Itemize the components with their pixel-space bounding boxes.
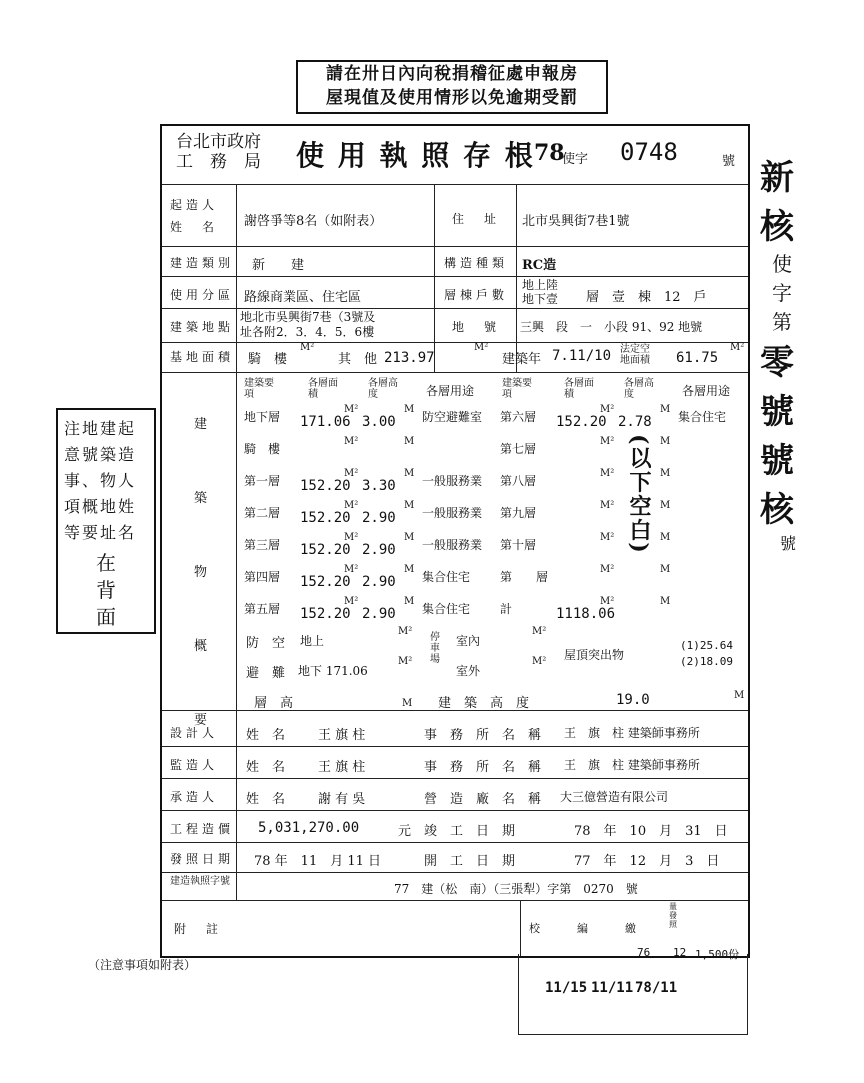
left-floor-height-unit: M — [404, 500, 415, 511]
side-note-line6: 在 — [96, 551, 116, 575]
designer-office-label: 事 務 所 名 稱 — [424, 728, 542, 743]
left-floor-height: 2.90 — [362, 606, 396, 622]
right-floor-height-unit: M — [660, 596, 671, 607]
tax-notice-line2: 屋現值及使用情形以免逾期受罰 — [326, 88, 578, 108]
lot-label: 地 號 — [452, 320, 501, 334]
building-char-1: 建 — [194, 417, 208, 432]
supervisor-name-label: 姓 名 — [246, 760, 286, 775]
start-value: 77 年 12 月 3 日 — [574, 854, 720, 869]
side-note-line8: 面 — [96, 605, 116, 629]
site-value2: 各附2．3．4．5．6樓 — [252, 325, 375, 339]
supervisor-label: 監造人 — [170, 758, 219, 772]
attached-label: 騎 樓 — [248, 352, 288, 367]
stamp-col2: 編 — [577, 922, 588, 935]
stamp-col1: 校 — [529, 922, 540, 935]
left-floor-area-unit: M² — [344, 468, 359, 479]
floors-above: 地上陸 — [522, 278, 559, 292]
left-floor-height-unit: M — [404, 532, 415, 543]
left-floor-height-unit: M — [404, 404, 415, 415]
civil-defense-label: 防 空 — [246, 636, 286, 651]
designer-name-label: 姓 名 — [246, 728, 286, 743]
agency-line1: 台北市政府 — [176, 132, 261, 152]
left-floor-height: 2.90 — [362, 574, 396, 590]
left-floor-area: 152.20 — [300, 510, 351, 526]
civil-below: 地下 171.06 — [298, 664, 368, 678]
permit-value: 77 建（松 南）（三張犁）字第 0270 號 — [394, 882, 638, 896]
owner-label: 起造人姓 名 — [170, 198, 219, 234]
other-value: 213.97 — [384, 350, 435, 366]
col-height-left: 各層高度 — [368, 378, 398, 400]
permit-year: 78 — [534, 140, 565, 166]
stamp-date1: 11/15 — [545, 980, 588, 996]
lot-value: 三興 段 一 小段 91、92 地號 — [520, 320, 703, 334]
address-value: 北市吳興街7巷1號 — [522, 214, 630, 229]
build-type-label: 建造類別 — [170, 256, 235, 270]
left-floor-height-unit: M — [404, 596, 415, 607]
right-floor-area-unit: M² — [600, 500, 615, 511]
agency-line2: 工 務 局 — [176, 152, 261, 172]
stamp-col4: 量發照 — [669, 902, 677, 929]
floor-height-label: 層 高 — [254, 696, 294, 711]
stamp-col5: 76 — [637, 946, 651, 959]
parking-out: 室外 — [456, 664, 481, 678]
cost-value: 5,031,270.00 — [258, 820, 360, 836]
right-floor-area-unit: M² — [600, 596, 615, 607]
roof-value-2: (2)18.09 — [680, 655, 733, 668]
left-floor-area-unit: M² — [344, 436, 359, 447]
contractor-name: 謝 有 吳 — [318, 792, 366, 807]
left-floor-use: 一般服務業 — [422, 506, 483, 520]
contractor-label: 承造人 — [170, 790, 219, 804]
civil-above: 地上 — [300, 634, 325, 648]
contractor-factory: 大三億營造有限公司 — [560, 790, 669, 804]
floors-below: 地下壹 — [522, 292, 559, 306]
col-area-right: 各層面積 — [564, 378, 594, 400]
building-char-5: 要 — [194, 713, 208, 728]
address-label: 住 址 — [452, 212, 501, 226]
left-floor-name: 第一層 — [244, 474, 281, 488]
stamp-col7: 1,500份 — [695, 948, 740, 961]
stamp-col6: 12 — [673, 946, 687, 959]
open-area-unit: M² — [730, 342, 745, 353]
right-floor-area-unit: M² — [600, 404, 615, 415]
open-area-label: 法定空地面積 — [620, 344, 650, 366]
right-floor-area-unit: M² — [600, 436, 615, 447]
parking-out-unit: M² — [532, 656, 547, 667]
right-floor-height-unit: M — [660, 532, 671, 543]
right-floor-height-unit: M — [660, 564, 671, 575]
stamp-extension — [518, 946, 748, 1035]
left-floor-height: 3.30 — [362, 478, 396, 494]
site-prefix1: 地 — [240, 310, 253, 324]
right-floor-height-unit: M — [660, 500, 671, 511]
designer-name: 王 旗 柱 — [318, 728, 366, 743]
right-floor-use: 集合住宅 — [678, 410, 727, 424]
building-char-4: 概 — [194, 639, 208, 654]
right-char-4: 字 — [772, 281, 792, 305]
left-floor-area: 152.20 — [300, 606, 351, 622]
roof-value-1: (1)25.64 — [680, 639, 733, 652]
right-floor-name: 第十層 — [500, 538, 537, 552]
build-year-value: 7.11/10 — [552, 348, 612, 364]
stamp-date3: 78/11 — [635, 980, 678, 996]
left-floor-area: 152.20 — [300, 574, 351, 590]
start-label: 開 工 日 期 — [424, 854, 516, 869]
stamp-col3: 繳 — [625, 922, 636, 935]
right-floor-area: 152.20 — [556, 414, 607, 430]
right-margin — [760, 150, 808, 554]
designer-office: 王 旗 柱 建築師事務所 — [564, 726, 700, 740]
building-height-label: 建 築 高 度 — [438, 696, 530, 711]
structure-label: 構造種類 — [444, 256, 509, 270]
right-floor-height-unit: M — [660, 404, 671, 415]
side-note-line1: 注地建起 — [64, 419, 137, 438]
left-floor-height: 2.90 — [362, 542, 396, 558]
build-year-label: 建築年 — [502, 352, 542, 367]
right-floor-name: 第六層 — [500, 410, 537, 424]
col-use-right: 各層用途 — [682, 384, 731, 398]
site-label: 建築地點 — [170, 320, 235, 334]
note-label: 附 註 — [174, 922, 223, 936]
building-char-3: 物 — [194, 565, 208, 580]
left-floor-use: 一般服務業 — [422, 538, 483, 552]
floor-height-unit: M — [402, 698, 413, 709]
blank-note: (以下空白) — [626, 434, 652, 555]
side-note-line2: 意號築造 — [64, 445, 137, 464]
left-floor-area-unit: M² — [344, 596, 359, 607]
civil-above-unit: M² — [398, 626, 413, 637]
left-floor-area-unit: M² — [344, 404, 359, 415]
cost-unit: 元 — [398, 824, 412, 839]
right-floor-name: 第 層 — [500, 570, 549, 584]
evac-label: 避 難 — [246, 666, 286, 681]
right-floor-name: 計 — [500, 602, 513, 616]
stamp-date2: 11/11 — [591, 980, 634, 996]
right-char-6: 零 — [760, 343, 794, 383]
right-floor-name: 第七層 — [500, 442, 537, 456]
left-floor-use: 防空避難室 — [422, 410, 483, 424]
issue-value: 78 年 11 月 11 日 — [254, 854, 382, 869]
left-floor-name: 騎 樓 — [244, 442, 281, 456]
floors-rest: 層 壹 棟 12 戶 — [586, 290, 707, 305]
right-char-5: 第 — [772, 310, 792, 334]
right-char-1: 新 — [760, 158, 794, 198]
owner-value: 謝啓爭等8名（如附表） — [244, 214, 383, 229]
left-floor-height: 3.00 — [362, 414, 396, 430]
right-char-7: 號 — [760, 392, 794, 432]
col-item-right: 建築要項 — [502, 378, 532, 400]
left-floor-height-unit: M — [404, 468, 415, 479]
left-floor-area: 152.20 — [300, 542, 351, 558]
side-note-line4: 項概地姓 — [64, 497, 137, 516]
left-floor-height-unit: M — [404, 436, 415, 447]
side-note — [56, 408, 156, 634]
left-floor-area: 171.06 — [300, 414, 351, 430]
right-floor-name: 第八層 — [500, 474, 537, 488]
left-floor-name: 第五層 — [244, 602, 281, 616]
parking-label: 停車場 — [430, 632, 440, 665]
col-use-left: 各層用途 — [426, 384, 475, 398]
side-note-line3: 事、物人 — [64, 471, 137, 490]
left-floor-name: 第四層 — [244, 570, 281, 584]
complete-label: 竣 工 日 期 — [424, 824, 516, 839]
zone-label: 使用分區 — [170, 288, 235, 302]
footer-note: （注意事項如附表） — [88, 958, 197, 972]
supervisor-office: 王 旗 柱 建築師事務所 — [564, 758, 700, 772]
right-char-10: 號 — [780, 534, 797, 553]
left-floor-use: 一般服務業 — [422, 474, 483, 488]
parking-in: 室內 — [456, 634, 481, 648]
civil-below-unit: M² — [398, 656, 413, 667]
left-floor-area-unit: M² — [344, 500, 359, 511]
open-area-value: 61.75 — [676, 350, 719, 366]
right-floor-area-unit: M² — [600, 468, 615, 479]
left-floor-use: 集合住宅 — [422, 602, 471, 616]
left-floor-height-unit: M — [404, 564, 415, 575]
right-char-2: 核 — [760, 207, 794, 247]
site-value1: 北市吳興街7巷（3號及 — [252, 310, 376, 324]
site-prefix2: 址 — [240, 325, 253, 339]
contractor-name-label: 姓 名 — [246, 792, 286, 807]
building-char-2: 築 — [194, 491, 208, 506]
left-floor-name: 地下層 — [244, 410, 281, 424]
right-char-9: 核 — [760, 490, 794, 530]
left-floor-area-unit: M² — [344, 564, 359, 575]
col-area-left: 各層面積 — [308, 378, 338, 400]
other-label: 其 他 — [338, 352, 378, 367]
form-title: 使 用 執 照 存 根 — [296, 139, 535, 172]
floors-label: 層棟戶數 — [444, 288, 509, 302]
left-floor-name: 第三層 — [244, 538, 281, 552]
structure-value: RC造 — [522, 258, 557, 273]
permit-label: 建造執照字號 — [170, 876, 230, 887]
left-floor-name: 第二層 — [244, 506, 281, 520]
permit-form — [160, 124, 750, 958]
left-floor-height: 2.90 — [362, 510, 396, 526]
issue-label: 發照日期 — [170, 852, 235, 866]
parking-in-unit: M² — [532, 626, 547, 637]
contractor-factory-label: 營 造 廠 名 稱 — [424, 792, 542, 807]
tax-notice — [296, 60, 608, 114]
right-floor-name: 第九層 — [500, 506, 537, 520]
left-floor-area-unit: M² — [344, 532, 359, 543]
building-height-unit: M — [734, 690, 745, 701]
right-floor-height: 2.78 — [618, 414, 652, 430]
col-item-left: 建築要項 — [244, 378, 274, 400]
side-note-line5: 等要址名 — [64, 523, 137, 542]
permit-suffix: 號 — [722, 154, 736, 169]
tax-notice-line1: 請在卅日內向稅捐稽征處申報房 — [326, 64, 578, 84]
col-height-right: 各層高度 — [624, 378, 654, 400]
roof-label: 屋頂突出物 — [564, 648, 625, 662]
permit-prefix: 使字 — [562, 152, 589, 167]
right-floor-area-unit: M² — [600, 564, 615, 575]
right-floor-area: 1118.06 — [556, 606, 616, 622]
right-char-3: 使 — [772, 252, 792, 276]
right-floor-height-unit: M — [660, 468, 671, 479]
supervisor-office-label: 事 務 所 名 稱 — [424, 760, 542, 775]
supervisor-name: 王 旗 柱 — [318, 760, 366, 775]
right-floor-height-unit: M — [660, 436, 671, 447]
base-area-label: 基地面積 — [170, 350, 235, 364]
zone-value: 路線商業區、住宅區 — [244, 290, 362, 305]
permit-number: 0748 — [620, 138, 678, 166]
right-floor-area-unit: M² — [600, 532, 615, 543]
cost-label: 工程造價 — [170, 822, 235, 836]
build-type-value: 新 建 — [252, 258, 305, 273]
attached-unit: M² — [300, 342, 315, 353]
left-floor-area: 152.20 — [300, 478, 351, 494]
side-note-line7: 背 — [96, 578, 116, 602]
building-vertical-label — [194, 388, 207, 758]
complete-value: 78 年 10 月 31 日 — [574, 824, 728, 839]
other-unit: M² — [474, 342, 489, 353]
right-char-8: 號 — [760, 441, 794, 481]
left-floor-use: 集合住宅 — [422, 570, 471, 584]
building-height-value: 19.0 — [616, 692, 650, 708]
designer-label: 設計人 — [170, 726, 219, 740]
